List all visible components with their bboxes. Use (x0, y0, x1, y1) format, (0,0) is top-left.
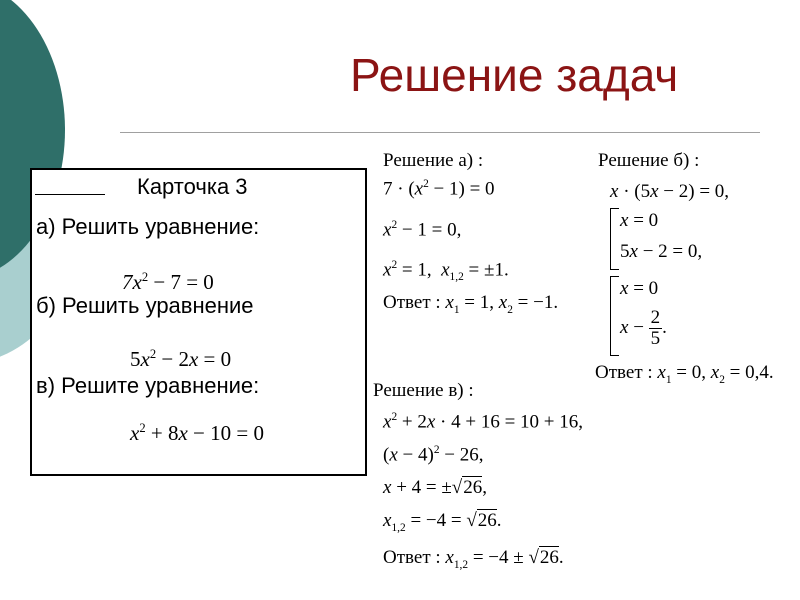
solution-b-line-4: x = 0 (620, 278, 659, 299)
solution-c-line-1: $x^2 + 2x \cdot 4 + 16 = 10 + 16$, (383, 411, 584, 433)
solution-c-header: Решение в) : (373, 380, 474, 401)
solution-b-answer: Ответ : $x_1 = 0$, $x_2 = 0,4$. (595, 362, 774, 386)
solution-b-line-5: x − $\frac{2}{5}$ . (620, 307, 667, 349)
task-c-equation: $x^2 + 8x - 10 = 0$ (130, 421, 264, 445)
task-a-equation: $7x^2 - 7 = 0$ (122, 270, 214, 294)
solution-b-line-1: x · (5x − 2) = 0, (610, 181, 730, 202)
card-title: Карточка 3 (137, 174, 248, 199)
solution-a-header: Решение а) : (383, 150, 484, 171)
solution-b-line-2: x = 0 (620, 210, 659, 231)
task-b-label: б) Решить уравнение (36, 293, 254, 318)
task-a-label: а) Решить уравнение: (36, 214, 260, 239)
solution-b-bracket-1 (610, 208, 619, 270)
answer-label: Ответ : (383, 292, 441, 313)
answer-label: Ответ : (595, 362, 653, 383)
answer-label: Ответ : (383, 547, 441, 568)
task-b-equation: $5x^2 - 2x = 0$ (130, 347, 232, 371)
solution-a-answer: Ответ : $x_1 = 1$, $x_2 = -1$. (383, 292, 559, 316)
solution-b-header: Решение б) : (598, 150, 700, 171)
solution-a-line-1: $7 \cdot (x^2 - 1) = 0$ (383, 178, 495, 200)
solution-c-line-3: x + 4 = ±√26, (383, 477, 487, 498)
solution-b-line-3: 5x − 2 = 0, (620, 241, 703, 262)
solution-a-line-3: $x^2 = 1$, $x_{1,2} = \pm 1$. (383, 259, 509, 284)
solution-a-line-2: $x^2 - 1 = 0$, (383, 219, 462, 241)
fraction-two-fifths: $\frac{2}{5}$ (650, 307, 661, 349)
solution-b-bracket-2 (610, 276, 619, 356)
solution-c-line-2: $(x - 4)^2 - 26$, (383, 444, 484, 466)
title-divider (120, 132, 760, 133)
card-header-underline (35, 194, 105, 195)
solution-c-line-4: $x_{1,2} = -4 = √26$. (383, 510, 502, 534)
task-c-label: в) Решите уравнение: (36, 373, 260, 398)
solution-c-answer: Ответ : $x_{1,2} = -4 \pm √26$. (383, 547, 564, 571)
slide-title: Решение задач (350, 49, 679, 101)
